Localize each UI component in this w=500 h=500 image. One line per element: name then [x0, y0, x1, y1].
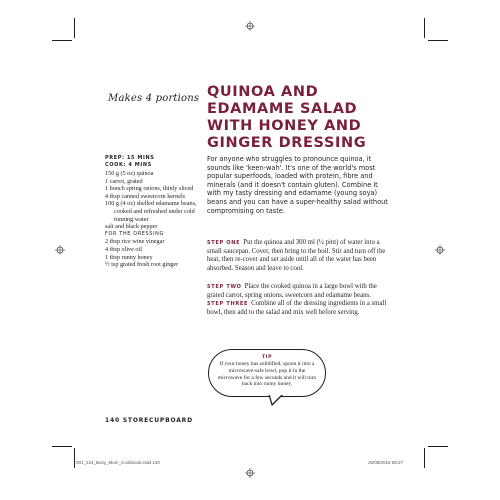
dressing-item: 1 tbsp runny honey [105, 253, 153, 261]
recipe-intro: For anyone who struggles to pronounce quinoa, it sounds like 'keen-wah'. It's one of the world's most popular superfoods, loaded with protein, fibre and minerals (and it doesn't contain gluten). Combine it with my tasty dressing and edamame (young soya) beans and you can have a super-healthy salad without compromising on taste. [207, 155, 388, 215]
step-one [207, 239, 393, 273]
print-slug-file: 001_224_Busy_Mum_Cookbook.indd 140 [76, 460, 160, 465]
tip-speech-bubble [208, 349, 326, 397]
registration-mark-icon [245, 468, 255, 478]
print-slug-date: 25/08/2015 08:27 [368, 460, 404, 465]
step-label: STEP THREE [207, 301, 249, 307]
step-text: Put the quinoa and 300 ml (½ pint) of water into a small saucepan. Cover, then bring to the boil. Stir and turn off the heat, then re-cover and set aside until all of the water has been absorbed. Season and leave to cool. [207, 239, 386, 272]
registration-mark-icon [55, 245, 65, 255]
step-text: Combine all of the dressing ingredients in a small bowl, then add to the salad and mix well before serving. [207, 300, 387, 316]
ingredient-item: salt and black pepper [105, 223, 158, 231]
crop-mark [424, 448, 425, 468]
yield-label: Makes 4 portions [108, 93, 200, 104]
step-three [207, 300, 393, 317]
step-label: STEP TWO [207, 284, 242, 290]
tip-label: TIP [261, 355, 273, 360]
crop-mark [74, 18, 75, 38]
tip-text: If your honey has solidified, spoon it into a microwave-safe bowl, pop it in the microwave for a few seconds and it will turn back into runny honey. [217, 361, 317, 388]
registration-mark-icon [435, 245, 445, 255]
crop-mark [52, 446, 72, 447]
crop-mark [428, 40, 448, 41]
prep-time: PREP: 15 MINS [105, 155, 155, 161]
crop-mark [424, 18, 425, 38]
dressing-item: 2 tbsp rice wine vinegar [105, 238, 165, 246]
crop-mark [52, 40, 72, 41]
crop-mark [74, 448, 75, 468]
ingredient-item: 100 g (4 oz) shelled edamame beans, cooked and refreshed under cold running water [105, 200, 197, 223]
dressing-heading: FOR THE DRESSING [105, 230, 164, 237]
cook-time: COOK: 4 MINS [105, 162, 152, 168]
recipe-title: QUINOA AND EDAMAME SALAD WITH HONEY AND GINGER DRESSING [207, 84, 367, 151]
ingredient-item: 1 carrot, grated [105, 177, 143, 185]
step-two [207, 283, 393, 300]
step-label: STEP ONE [207, 240, 241, 246]
step-text: Place the cooked quinoa in a large bowl with the grated carrot, spring onions, sweetcorn and edamame beans. [207, 283, 377, 299]
ingredient-item: 4 tbsp canned sweetcorn kernels [105, 192, 186, 200]
ingredients-list [105, 170, 203, 269]
timing-block [105, 155, 154, 169]
ingredient-item: 1 bunch spring onions, thinly sliced [105, 185, 194, 193]
crop-mark [428, 446, 448, 447]
dressing-item: ½ tsp grated fresh root ginger [105, 261, 179, 269]
speech-bubble-tail-icon [268, 394, 286, 406]
registration-mark-icon [245, 21, 255, 31]
ingredient-item: 150 g (5 oz) quinoa [105, 170, 154, 177]
page-footer: 140 STORECUPBOARD [105, 417, 193, 424]
dressing-item: 4 tbsp olive oil [105, 245, 142, 253]
